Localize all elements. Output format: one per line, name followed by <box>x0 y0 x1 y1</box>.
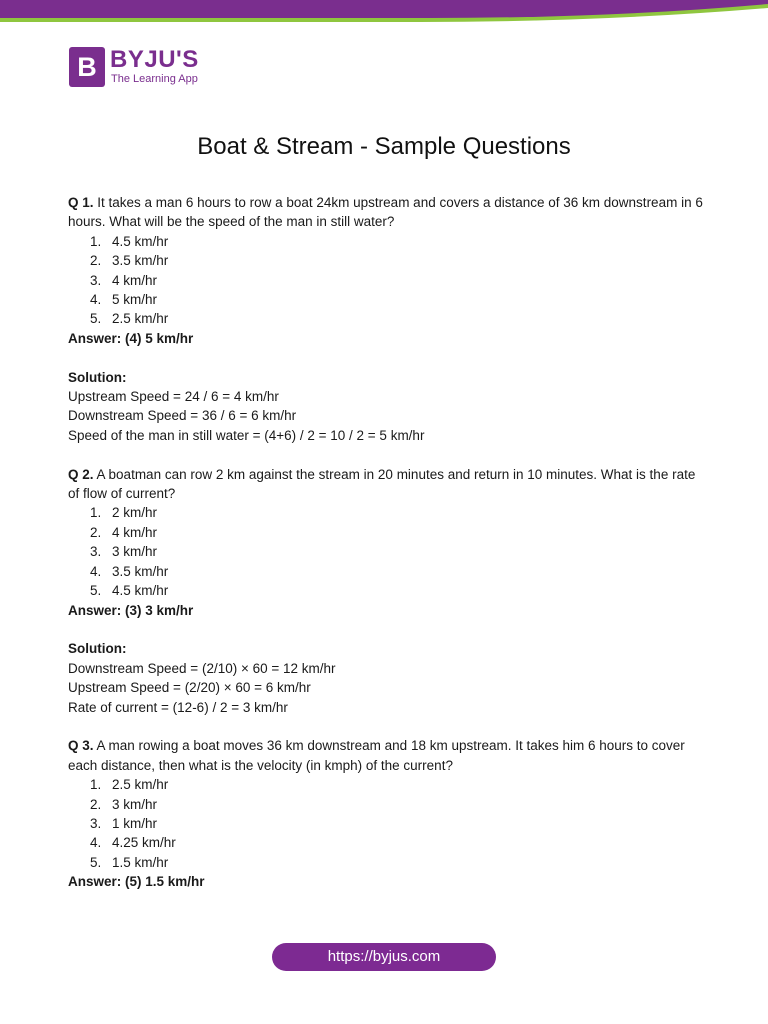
option-text: 3 km/hr <box>112 796 158 812</box>
question-block <box>68 736 708 891</box>
option-number: 3. <box>90 815 102 831</box>
option-list <box>68 232 708 329</box>
option-item <box>68 290 708 309</box>
question-label: Q 1. <box>68 195 94 210</box>
option-item <box>68 775 708 794</box>
option-text: 3 km/hr <box>112 544 158 560</box>
option-item <box>68 853 708 872</box>
option-item <box>68 232 708 251</box>
option-text: 4 km/hr <box>112 524 158 540</box>
question-text <box>68 193 708 232</box>
answer-line: Answer: (3) 3 km/hr <box>68 602 194 618</box>
question-block <box>68 465 708 717</box>
option-item <box>68 542 708 561</box>
option-number: 2. <box>90 253 102 269</box>
page-title: Boat & Stream - Sample Questions <box>197 133 571 160</box>
option-list <box>68 503 708 600</box>
option-number: 4. <box>90 292 102 308</box>
option-number: 5. <box>90 583 102 599</box>
option-text: 1.5 km/hr <box>112 854 169 870</box>
option-text: 4.25 km/hr <box>112 835 176 851</box>
solution-line: Rate of current = (12-6) / 2 = 3 km/hr <box>68 699 288 715</box>
option-text: 2.5 km/hr <box>112 777 169 793</box>
option-item <box>68 833 708 852</box>
header-color-band <box>0 0 768 28</box>
option-number: 3. <box>90 544 102 560</box>
option-text: 4.5 km/hr <box>112 233 169 249</box>
option-number: 3. <box>90 272 102 288</box>
option-item <box>68 814 708 833</box>
question-body: A boatman can row 2 km against the stream in 20 minutes and return in 10 minutes. What is the rate of flow of current? <box>68 466 696 502</box>
solution-heading: Solution: <box>68 369 127 385</box>
solution-heading: Solution: <box>68 641 127 657</box>
option-number: 5. <box>90 854 102 870</box>
answer-line: Answer: (5) 1.5 km/hr <box>68 874 205 890</box>
option-item <box>68 581 708 600</box>
option-text: 2 km/hr <box>112 505 158 521</box>
option-text: 3.5 km/hr <box>112 563 169 579</box>
option-text: 4.5 km/hr <box>112 583 169 599</box>
spacer <box>68 445 708 464</box>
brand-name: BYJU'S <box>110 46 199 73</box>
option-item <box>68 503 708 522</box>
option-number: 2. <box>90 524 102 540</box>
option-text: 5 km/hr <box>112 292 158 308</box>
logo-mark-icon <box>69 47 105 87</box>
questions-body <box>68 193 708 892</box>
solution-line: Speed of the man in still water = (4+6) / 2 = 10 / 2 = 5 km/hr <box>68 427 425 443</box>
option-item <box>68 562 708 581</box>
question-text <box>68 736 708 775</box>
option-text: 2.5 km/hr <box>112 311 169 327</box>
option-item <box>68 271 708 290</box>
option-text: 4 km/hr <box>112 272 158 288</box>
option-number: 1. <box>90 505 102 521</box>
option-number: 4. <box>90 563 102 579</box>
question-label: Q 3. <box>68 738 94 754</box>
option-item <box>68 523 708 542</box>
solution-line: Downstream Speed = (2/10) × 60 = 12 km/hr <box>68 660 336 676</box>
website-link-button[interactable]: https://byjus.com <box>272 943 496 971</box>
option-number: 1. <box>90 233 102 249</box>
brand-tagline: The Learning App <box>111 73 198 85</box>
option-item <box>68 251 708 270</box>
question-body: A man rowing a boat moves 36 km downstream and 18 km upstream. It takes him 6 hours to cover each distance, then what is the velocity (in kmph) of the current? <box>68 738 685 773</box>
option-number: 2. <box>90 796 102 812</box>
option-text: 3.5 km/hr <box>112 253 169 269</box>
question-block <box>68 193 708 445</box>
solution-line: Downstream Speed = 36 / 6 = 6 km/hr <box>68 408 297 424</box>
question-body: It takes a man 6 hours to row a boat 24km upstream and covers a distance of 36 km downstream in 6 hours. What will be the speed of the man in still water? <box>68 195 703 230</box>
option-item <box>68 795 708 814</box>
solution-line: Upstream Speed = 24 / 6 = 4 km/hr <box>68 389 279 405</box>
spacer <box>68 348 708 367</box>
option-list <box>68 775 708 872</box>
answer-line: Answer: (4) 5 km/hr <box>68 330 194 346</box>
logo-mark-letter: B <box>77 52 97 82</box>
option-text: 1 km/hr <box>112 815 158 831</box>
option-number: 5. <box>90 311 102 327</box>
question-text <box>68 465 708 504</box>
option-item <box>68 309 708 328</box>
question-label: Q 2. <box>68 466 94 482</box>
option-number: 1. <box>90 777 102 793</box>
spacer <box>68 620 708 639</box>
solution-line: Upstream Speed = (2/20) × 60 = 6 km/hr <box>68 680 311 696</box>
spacer <box>68 717 708 736</box>
option-number: 4. <box>90 835 102 851</box>
